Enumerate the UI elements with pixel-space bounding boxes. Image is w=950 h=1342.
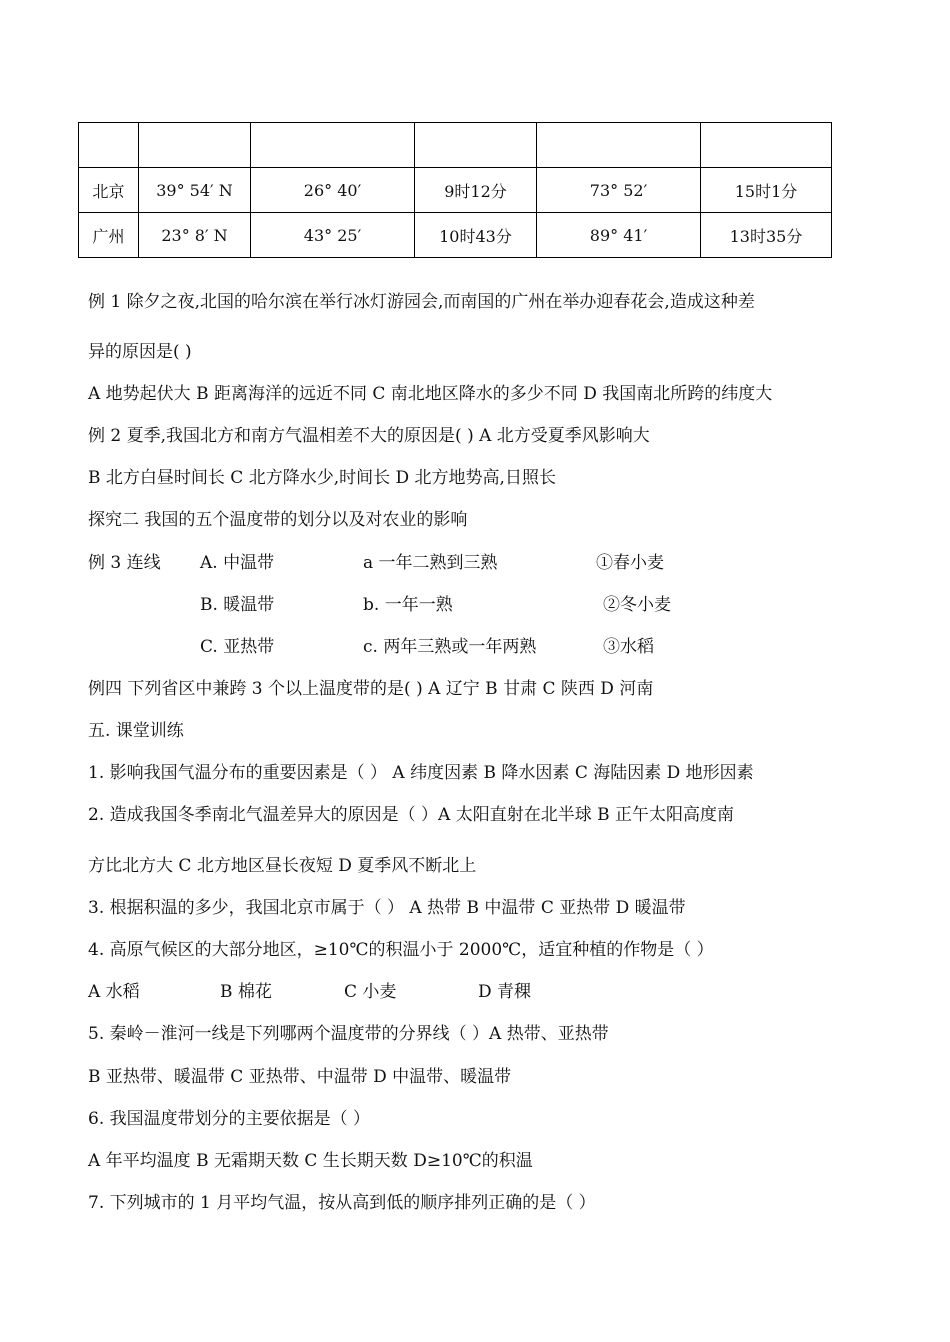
table-header-cell <box>415 123 537 168</box>
question-4-option: C 小麦 <box>344 982 397 1002</box>
example-1-options: A 地势起伏大 B 距离海洋的远近不同 C 南北地区降水的多少不同 D 我国南北所跨的纬度大 <box>88 384 773 404</box>
inquiry-2-heading: 探究二 我国的五个温度带的划分以及对农业的影响 <box>88 510 468 530</box>
city-data-table <box>78 122 832 258</box>
crop-item: ①春小麦 <box>596 553 664 573</box>
table-cell: 13时35分 <box>701 213 832 258</box>
harvest-item: a 一年二熟到三熟 <box>363 553 498 573</box>
question-4-option: A 水稻 <box>88 982 140 1002</box>
example-1-question-cont: 异的原因是( ) <box>88 342 192 362</box>
table-header-cell <box>139 123 251 168</box>
latitude-cell: 23° 8′ N <box>139 213 251 258</box>
example-2-options: B 北方白昼时间长 C 北方降水少,时间长 D 北方地势高,日照长 <box>88 468 556 488</box>
table-cell: 10时43分 <box>415 213 537 258</box>
example-2-question: 例 2 夏季,我国北方和南方气温相差不大的原因是( ) A 北方受夏季风影响大 <box>88 426 650 446</box>
table-cell: 15时1分 <box>701 168 832 213</box>
question-1: 1. 影响我国气温分布的重要因素是（ ） A 纬度因素 B 降水因素 C 海陆因素 D 地形因素 <box>88 763 754 783</box>
zone-item: B. 暖温带 <box>200 595 275 615</box>
question-7: 7. 下列城市的 1 月平均气温，按从高到低的顺序排列正确的是（ ） <box>88 1193 596 1213</box>
harvest-item: b. 一年一熟 <box>363 595 453 615</box>
crop-item: ②冬小麦 <box>603 595 671 615</box>
city-cell: 北京 <box>79 168 139 213</box>
question-4-option: D 青稞 <box>478 982 532 1002</box>
question-6-options: A 年平均温度 B 无霜期天数 C 生长期天数 D≥10℃的积温 <box>88 1151 533 1171</box>
table-header-cell <box>251 123 415 168</box>
zone-item: A. 中温带 <box>200 553 275 573</box>
table-cell: 9时12分 <box>415 168 537 213</box>
table-cell: 26° 40′ <box>251 168 415 213</box>
question-2-cont: 方比北方大 C 北方地区昼长夜短 D 夏季风不断北上 <box>88 856 477 876</box>
question-5: 5. 秦岭－淮河一线是下列哪两个温度带的分界线（ ）A 热带、亚热带 <box>88 1024 609 1044</box>
question-6: 6. 我国温度带划分的主要依据是（ ） <box>88 1109 371 1129</box>
example-3-label: 例 3 连线 <box>88 553 161 573</box>
table-header-row <box>79 123 832 168</box>
zone-item: C. 亚热带 <box>200 637 275 657</box>
example-1-question: 例 1 除夕之夜,北国的哈尔滨在举行冰灯游园会,而南国的广州在举办迎春花会,造成这种差 <box>88 292 755 312</box>
table-header-cell <box>79 123 139 168</box>
question-4-option: B 棉花 <box>220 982 272 1002</box>
table-row <box>79 168 832 213</box>
question-2: 2. 造成我国冬季南北气温差异大的原因是（ ）A 太阳直射在北半球 B 正午太阳高度南 <box>88 805 735 825</box>
question-5-options: B 亚热带、暖温带 C 亚热带、中温带 D 中温带、暖温带 <box>88 1067 512 1087</box>
table-row <box>79 213 832 258</box>
question-3: 3. 根据积温的多少，我国北京市属于（ ） A 热带 B 中温带 C 亚热带 D 暖温带 <box>88 898 686 918</box>
crop-item: ③水稻 <box>603 637 654 657</box>
question-4: 4. 高原气候区的大部分地区，≥10℃的积温小于 2000℃，适宜种植的作物是（ ） <box>88 940 714 960</box>
table-cell: 43° 25′ <box>251 213 415 258</box>
table-cell: 89° 41′ <box>537 213 701 258</box>
latitude-cell: 39° 54′ N <box>139 168 251 213</box>
table-header-cell <box>701 123 832 168</box>
city-cell: 广州 <box>79 213 139 258</box>
harvest-item: c. 两年三熟或一年两熟 <box>363 637 537 657</box>
section-5-heading: 五. 课堂训练 <box>88 721 184 741</box>
table-cell: 73° 52′ <box>537 168 701 213</box>
table-header-cell <box>537 123 701 168</box>
example-4-question: 例四 下列省区中兼跨 3 个以上温度带的是( ) A 辽宁 B 甘肃 C 陕西 D 河南 <box>88 679 654 699</box>
